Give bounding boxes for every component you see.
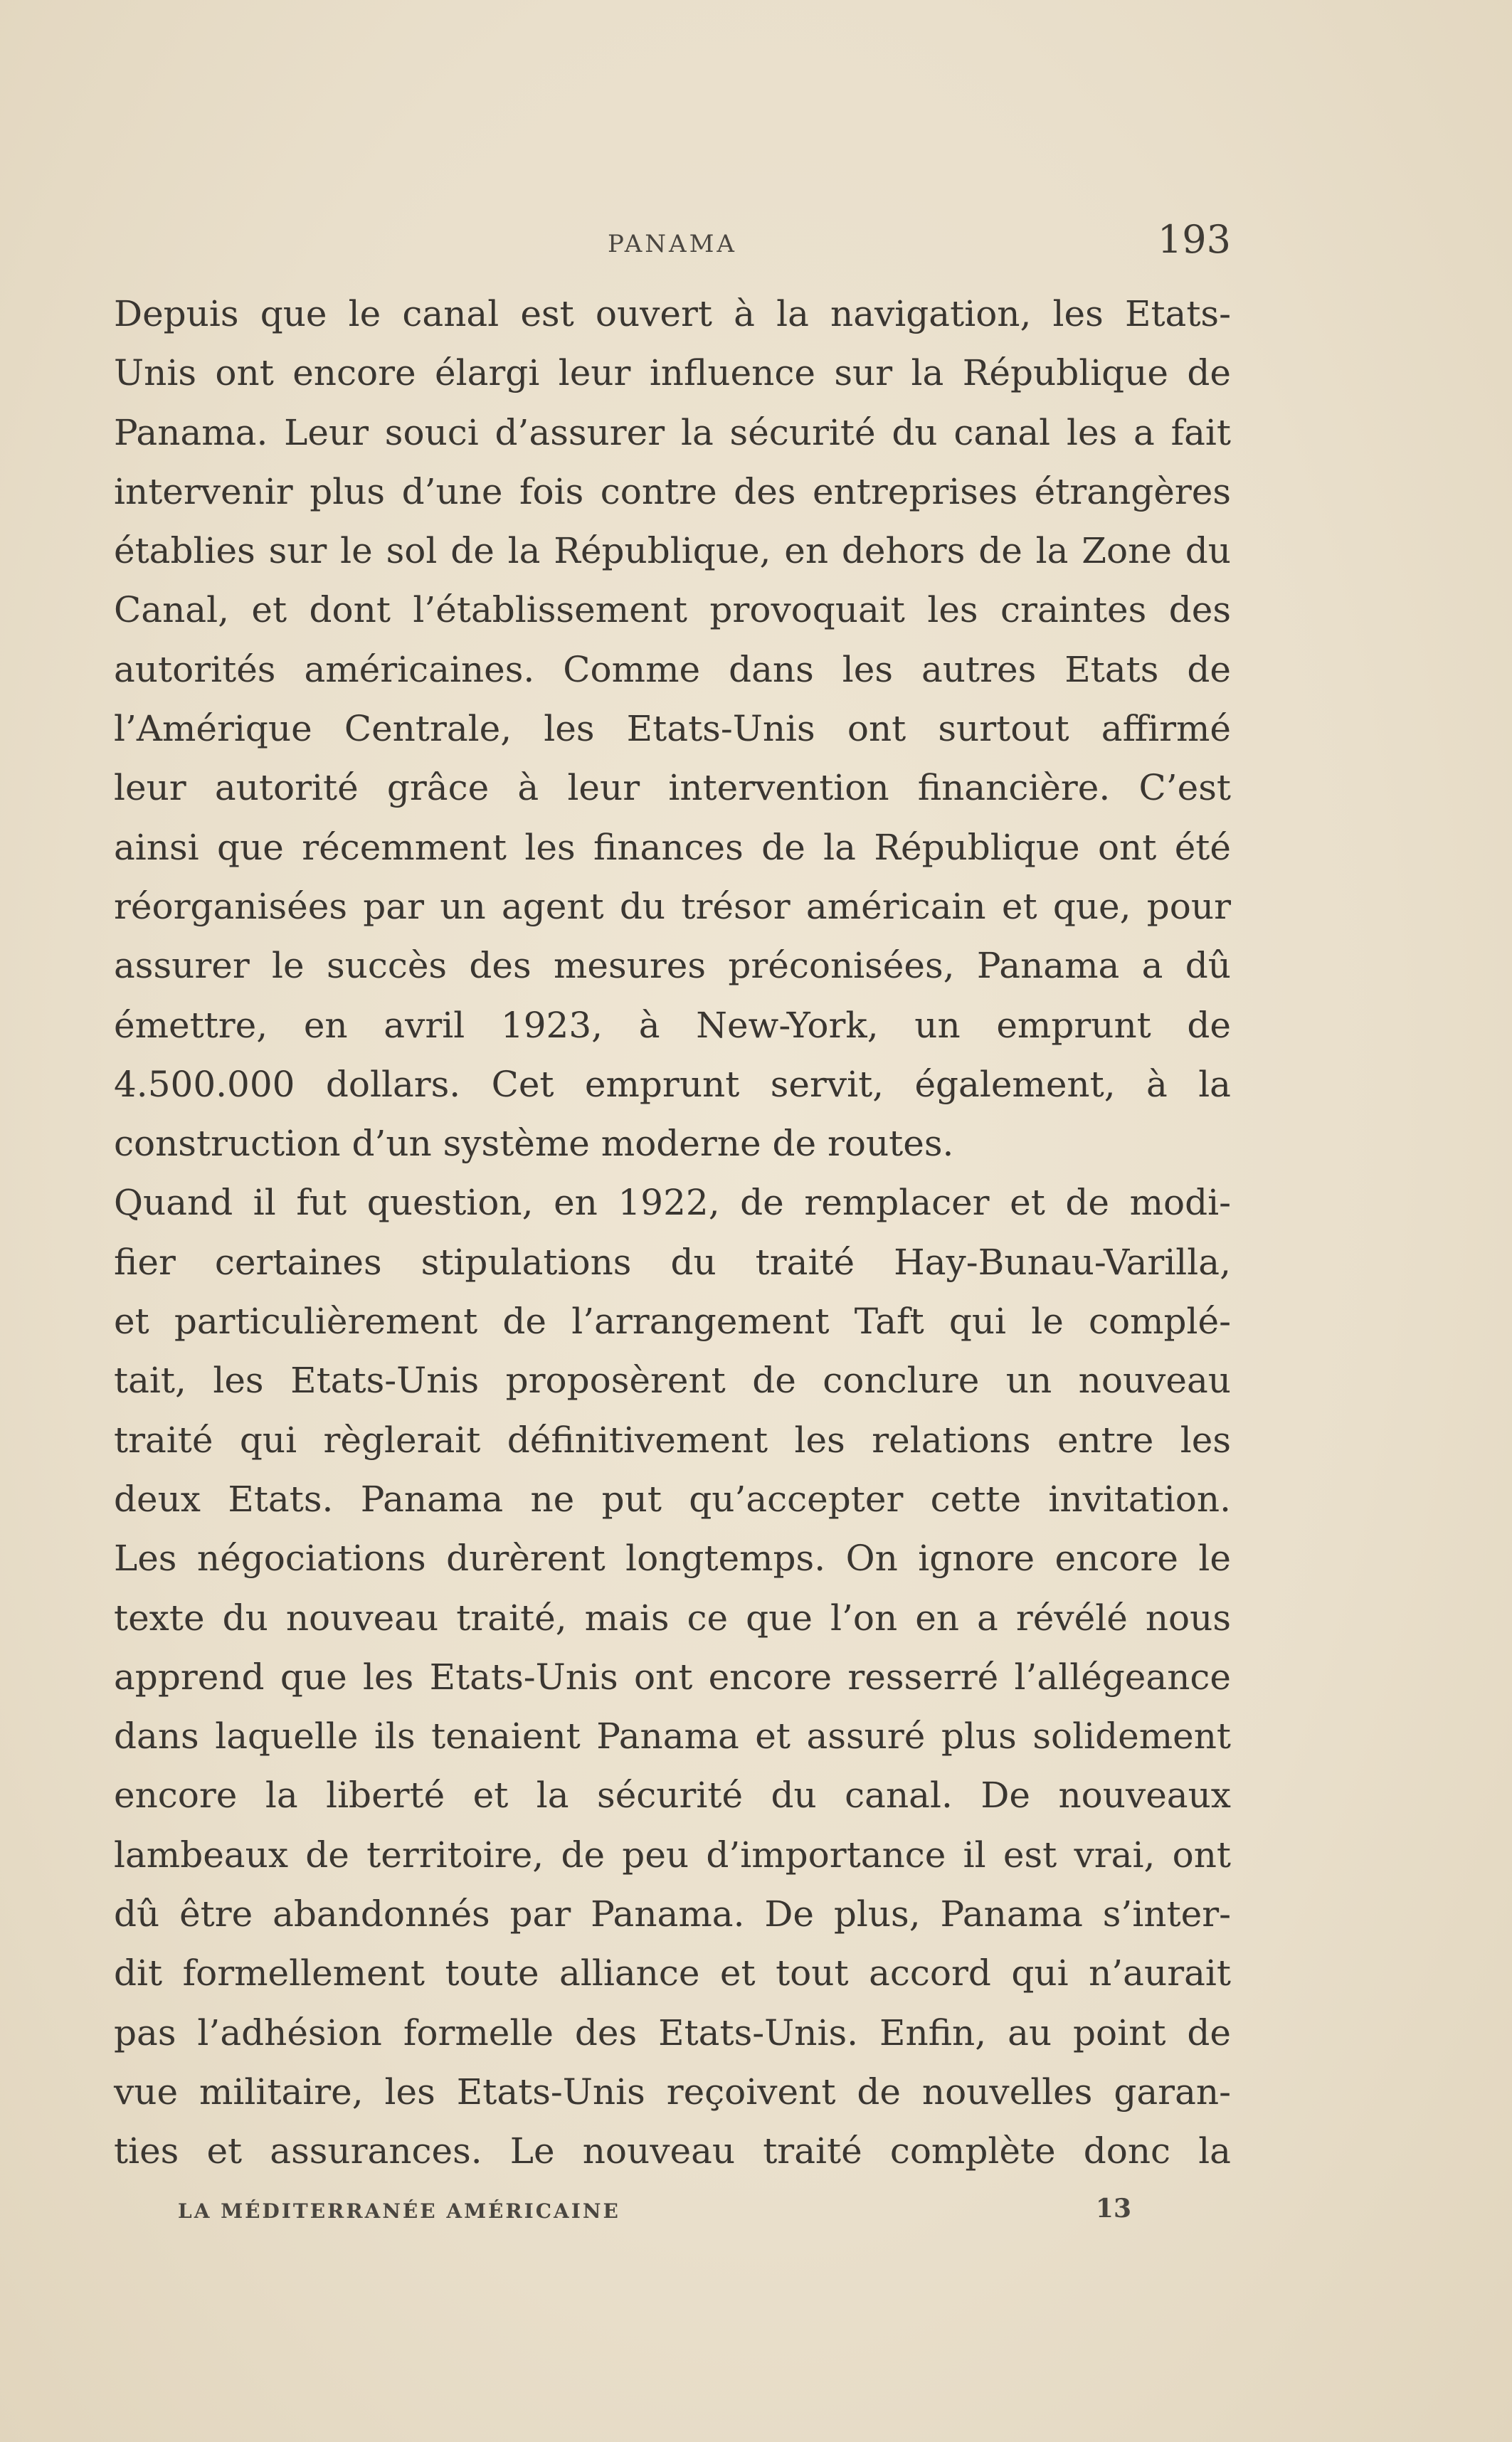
text-line: vue militaire, les Etats-Unis reçoivent de nouvelles garan- — [114, 2071, 1231, 2113]
text-line: et particulièrement de l’arrangement Taft qui le complé- — [114, 1301, 1231, 1343]
text-line: leur autorité grâce à leur intervention financière. C’est — [114, 767, 1231, 809]
text-line: fier certaines stipulations du traité Hay-Bunau-Varilla, — [114, 1241, 1231, 1283]
text-line: assurer le succès des mesures préconisées, Panama a dû — [114, 945, 1231, 987]
text-line: texte du nouveau traité, mais ce que l’on en a révélé nous — [114, 1597, 1231, 1639]
text-line: Unis ont encore élargi leur influence sur la République de — [114, 352, 1231, 394]
text-line: apprend que les Etats-Unis ont encore resserré l’allégeance — [114, 1656, 1231, 1698]
page-footer — [178, 2194, 1131, 2229]
text-line: lambeaux de territoire, de peu d’importance il est vrai, ont — [114, 1834, 1231, 1876]
text-line: établies sur le sol de la République, en dehors de la Zone du — [114, 530, 1231, 572]
text-line: ainsi que récemment les finances de la République ont été — [114, 826, 1231, 868]
text-line: dit formellement toute alliance et tout accord qui n’aurait — [114, 1952, 1231, 1994]
text-line: tait, les Etats-Unis proposèrent de conclure un nouveau — [114, 1360, 1231, 1402]
text-line: intervenir plus d’une fois contre des entreprises étrangères — [114, 470, 1231, 512]
text-line: deux Etats. Panama ne put qu’accepter cette invitation. — [114, 1478, 1231, 1520]
text-line: construction d’un système moderne de routes. — [114, 1123, 954, 1165]
text-line: l’Amérique Centrale, les Etats-Unis ont surtout affirmé — [114, 708, 1231, 750]
body-text — [114, 285, 1231, 2182]
signature-mark: LA MÉDITERRANÉE AMÉRICAINE — [178, 2199, 620, 2223]
page-number: 193 — [1157, 217, 1231, 262]
text-line: Quand il fut question, en 1922, de remplacer et de modi- — [114, 1182, 1231, 1224]
text-line: pas l’adhésion formelle des Etats-Unis. Enfin, au point de — [114, 2012, 1231, 2054]
page-header — [114, 217, 1231, 267]
sheet-number: 13 — [1095, 2194, 1131, 2224]
text-line: Canal, et dont l’établissement provoquait les craintes des — [114, 589, 1231, 631]
text-line: émettre, en avril 1923, à New-York, un emprunt de — [114, 1004, 1231, 1046]
text-line: dû être abandonnés par Panama. De plus, Panama s’inter- — [114, 1893, 1231, 1935]
running-head: PANAMA — [608, 230, 737, 258]
text-line: réorganisées par un agent du trésor américain et que, pour — [114, 885, 1231, 927]
text-line: traité qui règlerait définitivement les relations entre les — [114, 1419, 1231, 1461]
text-line: dans laquelle ils tenaient Panama et assuré plus solidement — [114, 1716, 1231, 1758]
text-line: 4.500.000 dollars. Cet emprunt servit, également, à la — [114, 1063, 1231, 1105]
text-line: encore la liberté et la sécurité du canal. De nouveaux — [114, 1775, 1231, 1817]
text-line: Les négociations durèrent longtemps. On ignore encore le — [114, 1538, 1231, 1580]
text-line: Panama. Leur souci d’assurer la sécurité du canal les a fait — [114, 411, 1231, 453]
text-line: ties et assurances. Le nouveau traité complète donc la — [114, 2130, 1231, 2172]
text-line: autorités américaines. Comme dans les autres Etats de — [114, 648, 1231, 690]
text-line: Depuis que le canal est ouvert à la navigation, les Etats- — [114, 293, 1231, 334]
